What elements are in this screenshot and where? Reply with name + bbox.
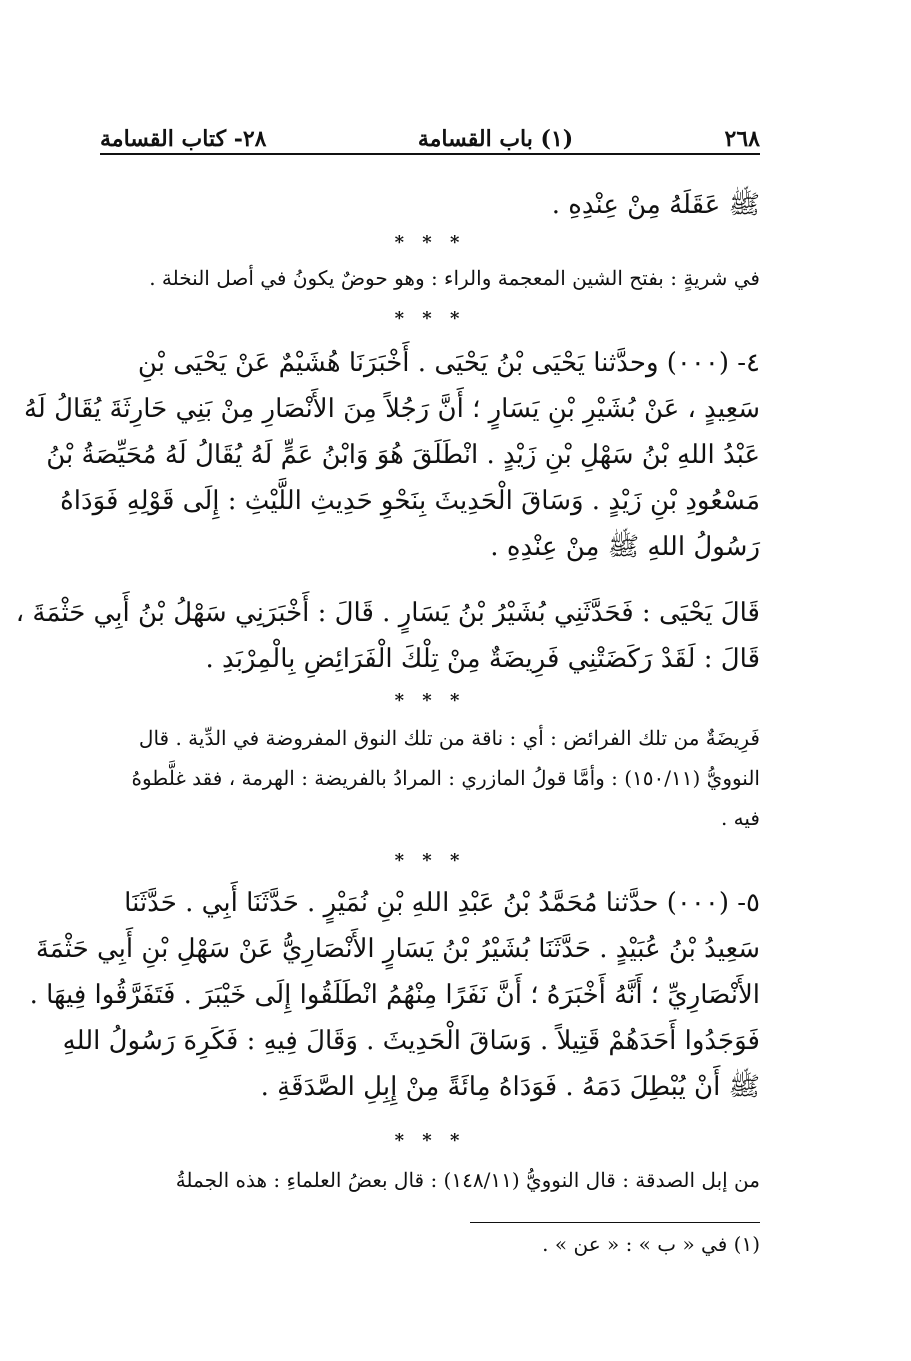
text-line: فَوَجَدُوا أَحَدَهُمْ قَتِيلاً . وَسَاقَ الْحَدِيثَ . وَقَالَ فِيهِ : فَكَرِهَ رَسُولُ اللهِ (62, 1026, 760, 1056)
footnote: (١) في « ب » : « عن » . (542, 1232, 760, 1256)
text-line: من إبل الصدقة : قال النوويُّ (١٤٨/١١) : قال بعضُ العلماءِ : هذه الجملةُ (175, 1168, 760, 1192)
book-title: ٢٨- كتاب القسامة (100, 126, 267, 152)
text-line: سَعِيدُ بْنُ عُبَيْدٍ . حَدَّثَنَا بُشَيْرُ بْنُ يَسَارٍ الأَنْصَارِيُّ عَنْ سَهْلِ بْنِ أَبِي حَثْمَةَ (35, 934, 760, 964)
text-line: سَعِيدٍ ، عَنْ بُشَيْرِ بْنِ يَسَارٍ ؛ أَنَّ رَجُلاً مِنَ الأَنْصَارِ مِنْ بَنِي حَارِثَةَ يُقَالُ لَهُ (23, 394, 760, 424)
text-line: ٥- (٠٠٠) حدَّثنا مُحَمَّدُ بْنُ عَبْدِ اللهِ بْنِ نُمَيْرٍ . حَدَّثَنَا أَبِي . حَدَّثَنَا (124, 888, 760, 918)
separator: * * * (394, 1130, 466, 1151)
text-line: ﷺ أَنْ يُبْطِلَ دَمَهُ . فَوَدَاهُ مِائَةً مِنْ إِبِلِ الصَّدَقَةِ . (260, 1072, 760, 1102)
text-line: مَسْعُودِ بْنِ زَيْدٍ . وَسَاقَ الْحَدِيثَ بِنَحْوِ حَدِيثِ اللَّيْثِ : إِلَى قَوْلِهِ فَوَدَاهُ (60, 486, 760, 516)
commentary-note (100, 258, 760, 298)
text-line: ﷺ عَقَلَهُ مِنْ عِنْدِهِ . (551, 190, 760, 220)
text-line: النوويُّ (١٥٠/١١) : وأمَّا قولُ المازري : المرادُ بالفريضة : الهرمة ، فقد غلَّطوهُ (131, 766, 760, 790)
text-line: قَالَ : لَقَدْ رَكَضَتْنِي فَرِيضَةٌ مِنْ تِلْكَ الْفَرَائِضِ بِالْمِرْبَدِ . (205, 644, 760, 674)
separator: * * * (394, 850, 466, 871)
footnote-rule (470, 1222, 760, 1223)
text-line: قَالَ يَحْيَى : فَحَدَّثَنِي بُشَيْرُ بْنُ يَسَارٍ . قَالَ : أَخْبَرَنِي سَهْلُ بْنُ أَبِي حَثْمَةَ ، (15, 598, 760, 628)
separator: * * * (394, 690, 466, 711)
hadith-4 (23, 340, 760, 570)
hadith-5 (29, 880, 760, 1110)
text-line: الأَنْصَارِيِّ ؛ أَنَّهُ أَخْبَرَهُ ؛ أَنَّ نَفَرًا مِنْهُمُ انْطَلَقُوا إِلَى خَيْبَرَ . فَتَفَرَّقُوا فِيهَا . (29, 980, 760, 1010)
section-title: (١) باب القسامة (417, 126, 574, 152)
text-line: فيه . (720, 806, 760, 830)
page-number: ٢٦٨ (724, 126, 760, 152)
hadith-4-continued (15, 590, 760, 682)
running-header (100, 112, 760, 152)
text-line: ٤- (٠٠٠) وحدَّثنا يَحْيَى بْنُ يَحْيَى . أَخْبَرَنَا هُشَيْمٌ عَنْ يَحْيَى بْنِ (137, 348, 760, 378)
header-rule (100, 153, 760, 155)
text-line: رَسُولُ اللهِ ﷺ مِنْ عِنْدِهِ . (490, 532, 760, 562)
paragraph-continuation (100, 182, 760, 228)
commentary-note (100, 1160, 760, 1200)
text-line: في شريةٍ : بفتح الشين المعجمة والراء : وهو حوضٌ يكونُ في أصل النخلة . (149, 266, 760, 290)
separator: * * * (394, 308, 466, 329)
text-line: فَرِيضَةٌ من تلك الفرائض : أي : ناقة من تلك النوق المفروضة في الدِّية . قال (138, 726, 760, 750)
commentary-note (100, 718, 760, 838)
separator: * * * (394, 232, 466, 253)
text-line: عَبْدُ اللهِ بْنُ سَهْلِ بْنِ زَيْدٍ . انْطَلَقَ هُوَ وَابْنُ عَمٍّ لَهُ يُقَالُ لَهُ مُحَيِّصَةُ بْنُ (46, 440, 760, 470)
